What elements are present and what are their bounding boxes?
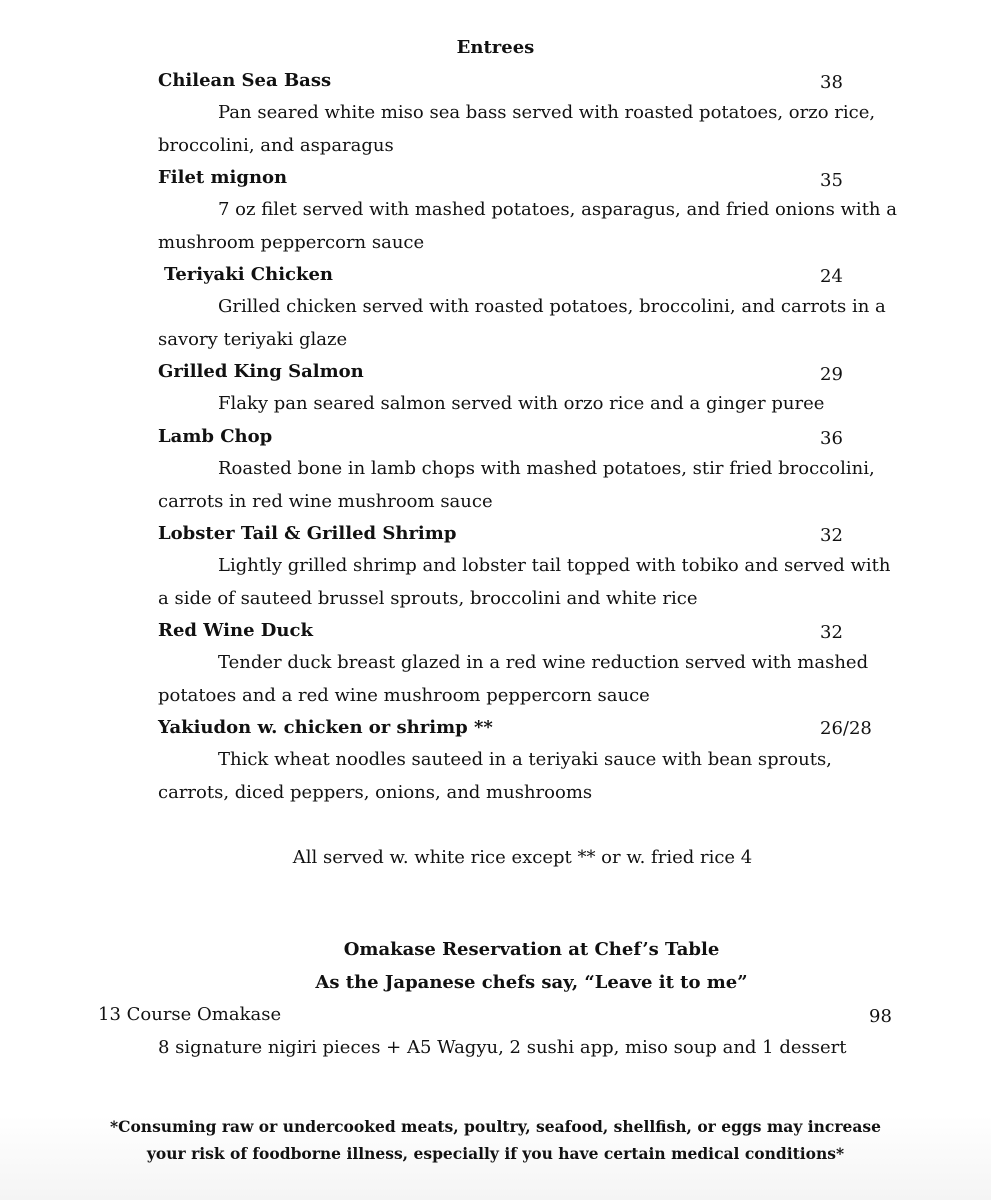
item-description-red-wine-duck: Tender duck breast glazed in a red wine reduction served with mashed potatoes and a red wine mushroom peppercorn sauce [158,652,869,706]
food-safety-disclaimer: *Consuming raw or undercooked meats, poultry, seafood, shellfish, or eggs may increase your risk of foodborne illness, especially if you have certain medical conditions* [110,1117,881,1163]
rice-note: All served w. white rice except ** or w. fried rice 4 [292,847,753,868]
item-description-grilled-king-salmon: Flaky pan seared salmon served with orzo rice and a ginger puree [218,393,825,414]
item-name-grilled-king-salmon: Grilled King Salmon [158,361,364,382]
item-price-grilled-king-salmon: 29 [820,364,843,385]
item-description-lobster-tail-grilled-shrimp: Lightly grilled shrimp and lobster tail topped with tobiko and served with a side of sauteed brussel sprouts, broccolini and white rice [158,555,891,609]
entrees-heading: Entrees [456,37,535,58]
omakase-heading: Omakase Reservation at Chef’s Table [343,939,720,960]
item-price-chilean-sea-bass: 38 [820,72,843,93]
item-description-yakiudon: Thick wheat noodles sauteed in a teriyaki sauce with bean sprouts, carrots, diced peppers, onions, and mushrooms [158,749,832,803]
item-description-chilean-sea-bass: Pan seared white miso sea bass served with roasted potatoes, orzo rice, broccolini, and asparagus [158,102,876,156]
item-price-filet-mignon: 35 [820,170,843,191]
item-price-teriyaki-chicken: 24 [820,266,843,287]
item-name-chilean-sea-bass: Chilean Sea Bass [158,70,332,91]
item-name-lobster-tail-grilled-shrimp: Lobster Tail & Grilled Shrimp [158,523,457,544]
omakase-item-price: 98 [869,1006,892,1027]
omakase-item-description: 8 signature nigiri pieces + A5 Wagyu, 2 sushi app, miso soup and 1 dessert [158,1037,847,1058]
item-price-yakiudon: 26/28 [820,718,872,739]
item-name-yakiudon: Yakiudon w. chicken or shrimp ** [158,717,493,738]
item-name-lamb-chop: Lamb Chop [158,426,273,447]
item-name-red-wine-duck: Red Wine Duck [158,620,313,641]
item-description-teriyaki-chicken: Grilled chicken served with roasted potatoes, broccolini, and carrots in a savory teriyaki glaze [158,296,886,350]
item-description-lamb-chop: Roasted bone in lamb chops with mashed potatoes, stir fried broccolini, carrots in red wine mushroom sauce [158,458,875,512]
item-price-lobster-tail-grilled-shrimp: 32 [820,525,843,546]
item-price-red-wine-duck: 32 [820,622,843,643]
item-description-filet-mignon: 7 oz filet served with mashed potatoes, asparagus, and fried onions with a mushroom peppercorn sauce [158,199,897,253]
item-name-teriyaki-chicken: Teriyaki Chicken [164,264,334,285]
omakase-subheading: As the Japanese chefs say, “Leave it to me” [315,972,748,993]
omakase-item-name: 13 Course Omakase [98,1004,282,1025]
item-name-filet-mignon: Filet mignon [158,167,288,188]
item-price-lamb-chop: 36 [820,428,843,449]
